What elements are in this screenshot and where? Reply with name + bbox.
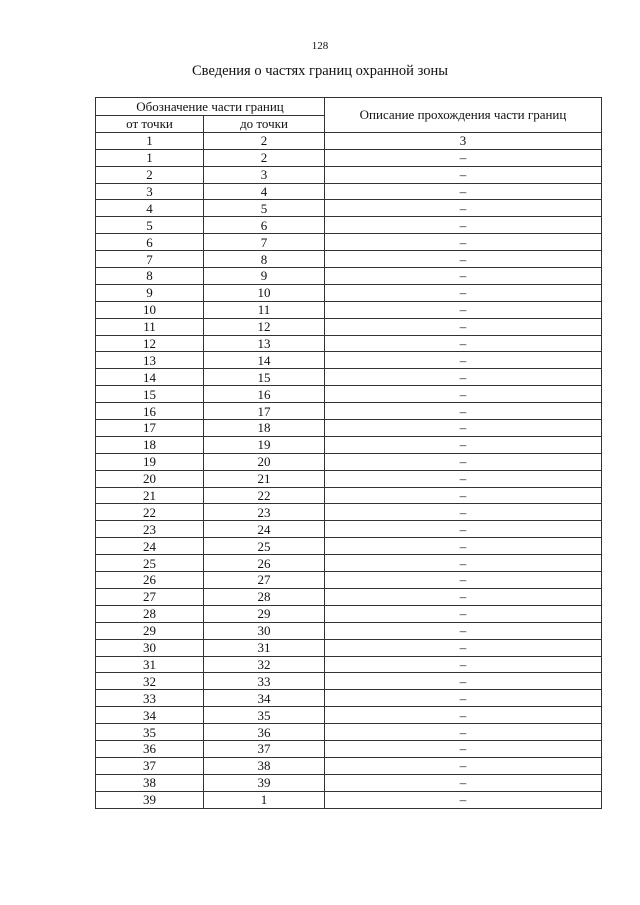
cell-to-point: 8 (204, 251, 325, 268)
cell-description: – (325, 724, 602, 741)
table-row (96, 369, 602, 386)
cell-to-point: 7 (204, 234, 325, 251)
cell-description: – (325, 690, 602, 707)
table-row (96, 436, 602, 453)
cell-to-point: 20 (204, 453, 325, 470)
table-row (96, 183, 602, 200)
table-row (96, 166, 602, 183)
cell-description: – (325, 588, 602, 605)
cell-to-point: 17 (204, 403, 325, 420)
cell-from-point: 20 (96, 470, 204, 487)
cell-to-point: 5 (204, 200, 325, 217)
column-number: 1 (96, 132, 204, 149)
cell-from-point: 31 (96, 656, 204, 673)
cell-description: – (325, 284, 602, 301)
cell-from-point: 32 (96, 673, 204, 690)
column-number: 2 (204, 132, 325, 149)
table-row (96, 504, 602, 521)
table-row (96, 639, 602, 656)
table-row (96, 487, 602, 504)
cell-from-point: 23 (96, 521, 204, 538)
cell-from-point: 33 (96, 690, 204, 707)
table-row (96, 605, 602, 622)
cell-from-point: 19 (96, 453, 204, 470)
cell-description: – (325, 605, 602, 622)
cell-from-point: 16 (96, 403, 204, 420)
boundary-table (95, 97, 602, 809)
cell-description: – (325, 791, 602, 808)
cell-from-point: 3 (96, 183, 204, 200)
cell-description: – (325, 740, 602, 757)
cell-to-point: 14 (204, 352, 325, 369)
cell-from-point: 30 (96, 639, 204, 656)
table-row (96, 234, 602, 251)
cell-from-point: 18 (96, 436, 204, 453)
cell-to-point: 32 (204, 656, 325, 673)
cell-from-point: 27 (96, 588, 204, 605)
cell-to-point: 37 (204, 740, 325, 757)
cell-to-point: 21 (204, 470, 325, 487)
cell-to-point: 2 (204, 149, 325, 166)
cell-description: – (325, 149, 602, 166)
cell-from-point: 7 (96, 251, 204, 268)
header-from-point: от точки (96, 116, 204, 133)
cell-description: – (325, 352, 602, 369)
table-row (96, 757, 602, 774)
cell-from-point: 4 (96, 200, 204, 217)
page-title: Сведения о частях границ охранной зоны (192, 63, 448, 79)
table-row (96, 774, 602, 791)
cell-description: – (325, 318, 602, 335)
table-row (96, 673, 602, 690)
table-row (96, 284, 602, 301)
cell-description: – (325, 774, 602, 791)
header-boundary-description: Описание прохождения части границ (325, 98, 602, 133)
table-row (96, 470, 602, 487)
cell-to-point: 26 (204, 555, 325, 572)
cell-to-point: 35 (204, 707, 325, 724)
table-row (96, 791, 602, 808)
cell-description: – (325, 555, 602, 572)
header-boundary-designation: Обозначение части границ (96, 98, 325, 116)
cell-to-point: 1 (204, 791, 325, 808)
cell-description: – (325, 403, 602, 420)
cell-to-point: 22 (204, 487, 325, 504)
cell-from-point: 12 (96, 335, 204, 352)
table-row (96, 420, 602, 437)
cell-description: – (325, 301, 602, 318)
cell-from-point: 11 (96, 318, 204, 335)
cell-to-point: 36 (204, 724, 325, 741)
cell-description: – (325, 487, 602, 504)
cell-to-point: 19 (204, 436, 325, 453)
table-row (96, 707, 602, 724)
cell-to-point: 13 (204, 335, 325, 352)
table-row (96, 690, 602, 707)
cell-description: – (325, 200, 602, 217)
table-row (96, 403, 602, 420)
cell-to-point: 3 (204, 166, 325, 183)
cell-description: – (325, 757, 602, 774)
cell-from-point: 14 (96, 369, 204, 386)
cell-description: – (325, 673, 602, 690)
table-row (96, 622, 602, 639)
cell-description: – (325, 572, 602, 589)
cell-from-point: 8 (96, 268, 204, 285)
cell-description: – (325, 166, 602, 183)
table-row (96, 251, 602, 268)
cell-from-point: 36 (96, 740, 204, 757)
cell-to-point: 30 (204, 622, 325, 639)
table-row (96, 538, 602, 555)
cell-from-point: 22 (96, 504, 204, 521)
table-row (96, 386, 602, 403)
cell-description: – (325, 470, 602, 487)
cell-from-point: 34 (96, 707, 204, 724)
cell-to-point: 33 (204, 673, 325, 690)
cell-description: – (325, 183, 602, 200)
table-row (96, 217, 602, 234)
cell-description: – (325, 234, 602, 251)
cell-to-point: 27 (204, 572, 325, 589)
cell-to-point: 18 (204, 420, 325, 437)
cell-from-point: 17 (96, 420, 204, 437)
cell-to-point: 24 (204, 521, 325, 538)
table-row (96, 149, 602, 166)
column-number: 3 (325, 132, 602, 149)
cell-to-point: 15 (204, 369, 325, 386)
cell-from-point: 15 (96, 386, 204, 403)
table-body (96, 149, 602, 808)
cell-description: – (325, 386, 602, 403)
cell-from-point: 10 (96, 301, 204, 318)
cell-description: – (325, 707, 602, 724)
cell-description: – (325, 453, 602, 470)
cell-from-point: 38 (96, 774, 204, 791)
cell-from-point: 37 (96, 757, 204, 774)
table-row (96, 555, 602, 572)
cell-description: – (325, 538, 602, 555)
cell-description: – (325, 639, 602, 656)
cell-from-point: 35 (96, 724, 204, 741)
cell-to-point: 6 (204, 217, 325, 234)
cell-to-point: 16 (204, 386, 325, 403)
cell-to-point: 34 (204, 690, 325, 707)
cell-to-point: 29 (204, 605, 325, 622)
table-row (96, 724, 602, 741)
page-number: 128 (311, 40, 329, 52)
cell-description: – (325, 369, 602, 386)
cell-description: – (325, 504, 602, 521)
table-row (96, 335, 602, 352)
cell-from-point: 28 (96, 605, 204, 622)
cell-from-point: 24 (96, 538, 204, 555)
table-row (96, 572, 602, 589)
cell-from-point: 39 (96, 791, 204, 808)
cell-from-point: 26 (96, 572, 204, 589)
table-row (96, 352, 602, 369)
table-row (96, 656, 602, 673)
column-numbering-row (96, 132, 602, 149)
cell-to-point: 10 (204, 284, 325, 301)
cell-description: – (325, 656, 602, 673)
cell-description: – (325, 420, 602, 437)
cell-from-point: 29 (96, 622, 204, 639)
cell-to-point: 12 (204, 318, 325, 335)
cell-to-point: 9 (204, 268, 325, 285)
cell-from-point: 6 (96, 234, 204, 251)
cell-from-point: 1 (96, 149, 204, 166)
table-row (96, 268, 602, 285)
cell-from-point: 25 (96, 555, 204, 572)
cell-description: – (325, 217, 602, 234)
cell-to-point: 25 (204, 538, 325, 555)
cell-description: – (325, 436, 602, 453)
cell-description: – (325, 622, 602, 639)
cell-to-point: 4 (204, 183, 325, 200)
cell-to-point: 31 (204, 639, 325, 656)
cell-to-point: 11 (204, 301, 325, 318)
cell-from-point: 9 (96, 284, 204, 301)
cell-to-point: 39 (204, 774, 325, 791)
table-row (96, 301, 602, 318)
cell-to-point: 28 (204, 588, 325, 605)
cell-from-point: 2 (96, 166, 204, 183)
cell-description: – (325, 268, 602, 285)
table-row (96, 318, 602, 335)
table-row (96, 453, 602, 470)
cell-to-point: 23 (204, 504, 325, 521)
cell-to-point: 38 (204, 757, 325, 774)
header-to-point: до точки (204, 116, 325, 133)
cell-from-point: 5 (96, 217, 204, 234)
table-row (96, 588, 602, 605)
table-row (96, 200, 602, 217)
cell-description: – (325, 251, 602, 268)
cell-from-point: 13 (96, 352, 204, 369)
table-row (96, 521, 602, 538)
table-row (96, 740, 602, 757)
cell-description: – (325, 521, 602, 538)
cell-from-point: 21 (96, 487, 204, 504)
cell-description: – (325, 335, 602, 352)
